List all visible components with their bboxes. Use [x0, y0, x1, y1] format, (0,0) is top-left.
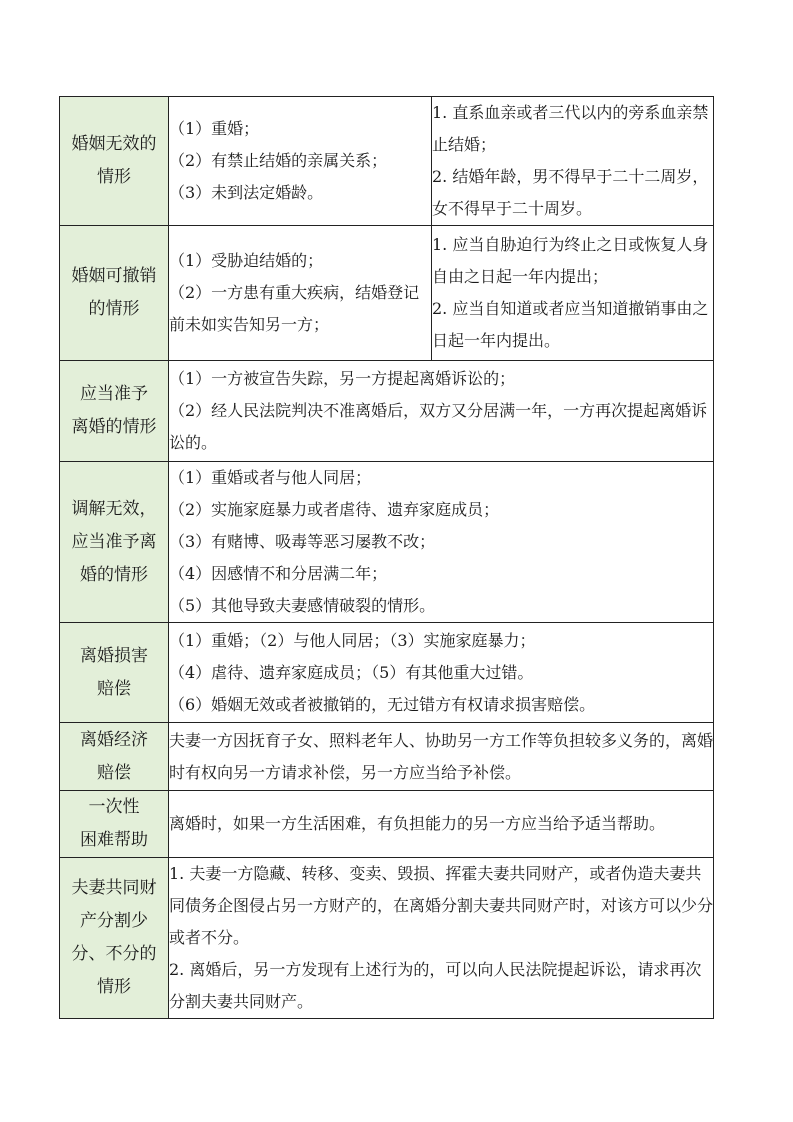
- note-item: 1. 直系血亲或者三代以内的旁系血亲禁止结婚；: [432, 103, 709, 154]
- list-item: 2. 离婚后，另一方发现有上述行为的，可以向人民法院提起诉讼，请求再次分割夫妻共同财产。: [169, 960, 702, 1011]
- row-items: [169, 361, 714, 462]
- list-item: 1. 夫妻一方隐藏、转移、变卖、毁损、挥霍夫妻共同财产，或者伪造夫妻共同债务企图侵占另一方财产的，在离婚分割夫妻共同财产时，对该方可以少分或者不分。: [169, 864, 714, 947]
- row-items: [169, 858, 714, 1019]
- row-items: [169, 97, 432, 226]
- label-line: 婚的情形: [80, 564, 148, 585]
- table-row: [60, 723, 714, 791]
- label-line: 赔偿: [97, 678, 131, 699]
- label-line: 应当准予离: [71, 531, 157, 552]
- label-line: 夫妻共同财: [71, 878, 157, 898]
- label-line: 分、不分的: [71, 944, 157, 964]
- list-item: （1）一方被宣告失踪，另一方提起离婚诉讼的；: [169, 369, 516, 388]
- list-item: （3）未到法定婚龄。: [169, 183, 324, 202]
- list-item: （2）一方患有重大疾病，结婚登记前未如实告知另一方；: [169, 283, 420, 334]
- label-line: 调解无效，: [71, 498, 157, 519]
- row-label: [60, 361, 169, 462]
- list-item: （1）重婚；: [169, 119, 260, 138]
- list-item: （3）有赌博、吸毒等恶习屡教不改；: [169, 532, 436, 551]
- list-item: （1）受胁迫结婚的；: [169, 251, 324, 270]
- label-line: 离婚损害: [80, 645, 148, 666]
- list-item: （1）重婚；（2）与他人同居；（3）实施家庭暴力；: [169, 630, 536, 650]
- label-line: 离婚的情形: [71, 417, 157, 437]
- row-label: [60, 623, 169, 723]
- row-items: [169, 462, 714, 623]
- list-item: （6）婚姻无效或者被撤销的，无过错方有权请求损害赔偿。: [169, 694, 596, 714]
- table-row: [60, 623, 714, 723]
- table-row: [60, 97, 714, 226]
- table-row: [60, 858, 714, 1019]
- note-item: 2. 结婚年龄，男不得早于二十二周岁，女不得早于二十周岁。: [432, 167, 709, 218]
- row-label: [60, 791, 169, 858]
- marriage-law-table: [59, 96, 714, 1019]
- table-row: [60, 791, 714, 858]
- label-line: 赔偿: [97, 762, 131, 783]
- list-item: （5）其他导致夫妻感情破裂的情形。: [169, 596, 436, 615]
- row-items: [169, 623, 714, 723]
- list-item: （4）因感情不和分居满二年；: [169, 564, 388, 583]
- label-line: 一次性: [88, 797, 140, 817]
- row-label: [60, 462, 169, 623]
- row-notes: [432, 97, 714, 226]
- label-line: 应当准予: [80, 384, 148, 404]
- row-text: 夫妻一方因抚育子女、照料老年人、协助另一方工作等负担较多义务的，离婚时有权向另一方请求补偿，另一方应当给予补偿。: [169, 723, 714, 791]
- table-row: [60, 462, 714, 623]
- label-line: 婚姻可撤销: [71, 266, 157, 286]
- table-row: [60, 226, 714, 361]
- list-item: （2）实施家庭暴力或者虐待、遗弃家庭成员；: [169, 500, 500, 519]
- note-item: 1. 应当自胁迫行为终止之日或恢复人身自由之日起一年内提出；: [432, 235, 709, 286]
- row-items: [169, 226, 432, 361]
- row-text: 离婚时，如果一方生活困难，有负担能力的另一方应当给予适当帮助。: [169, 791, 714, 858]
- label-line: 情形: [97, 977, 131, 997]
- row-label: [60, 97, 169, 226]
- list-item: （4）虐待、遗弃家庭成员；（5）有其他重大过错。: [169, 662, 534, 682]
- label-line: 婚姻无效的: [71, 134, 157, 154]
- row-label: [60, 723, 169, 791]
- row-notes: [432, 226, 714, 361]
- label-line: 情形: [97, 167, 131, 187]
- note-item: 2. 应当自知道或者应当知道撤销事由之日起一年内提出。: [432, 299, 709, 350]
- table-row: [60, 361, 714, 462]
- label-line: 离婚经济: [80, 729, 148, 750]
- row-label: [60, 858, 169, 1019]
- row-label: [60, 226, 169, 361]
- list-item: （2）经人民法院判决不准离婚后，双方又分居满一年，一方再次提起离婚诉讼的。: [169, 401, 708, 452]
- label-line: 产分割少: [80, 911, 148, 931]
- label-line: 的情形: [88, 299, 140, 319]
- label-line: 困难帮助: [80, 830, 148, 850]
- list-item: （1）重婚或者与他人同居；: [169, 468, 372, 487]
- list-item: （2）有禁止结婚的亲属关系；: [169, 151, 388, 170]
